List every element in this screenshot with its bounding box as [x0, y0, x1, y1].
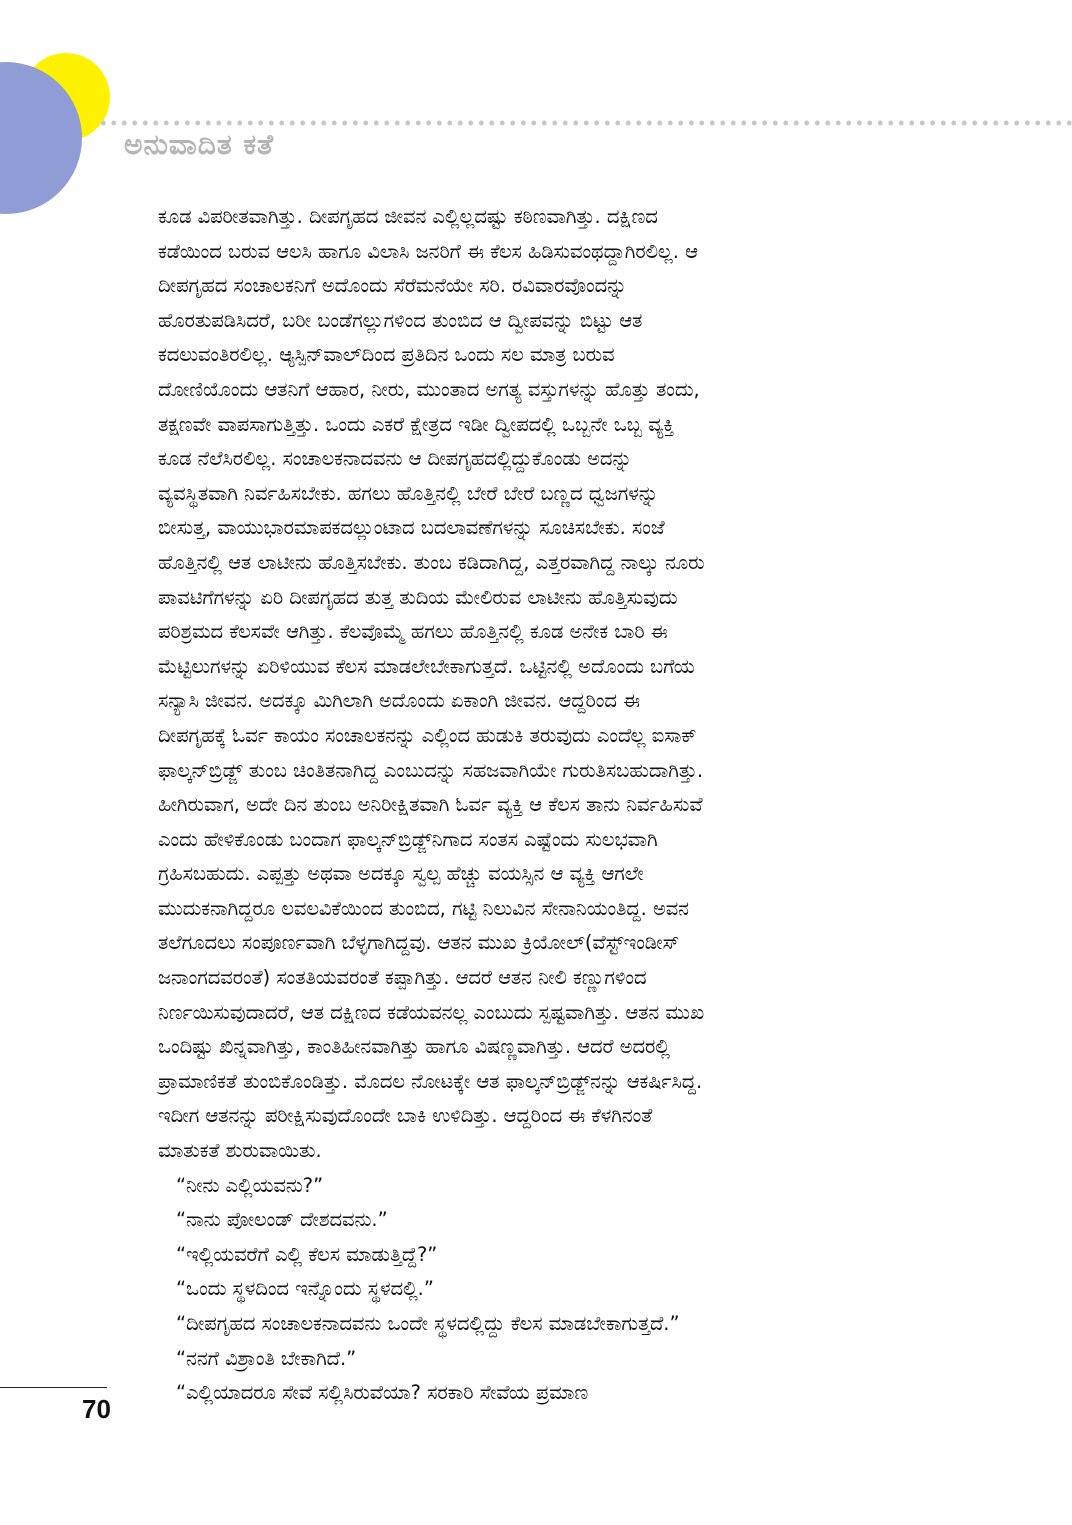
- text-line: ಕೂಡ ವಿಪರೀತವಾಗಿತ್ತು. ದೀಪಗೃಹದ ಜೀವನ ಎಲ್ಲಿಲ್ಲದಷ್ಟು ಕಠಿಣವಾಗಿತ್ತು. ದಕ್ಷಿಣದ: [158, 205, 658, 228]
- text-line: ಕದಲುವಂತಿರಲಿಲ್ಲ. ಆ್ಯಸ್ಪಿನ್‌ವಾಲ್‌ದಿಂದ ಪ್ರತಿದಿನ ಒಂದು ಸಲ ಮಾತ್ರ ಬರುವ: [158, 343, 615, 367]
- dialogue-line: “ನನಗೆ ವಿಶ್ರಾಂತಿ ಬೇಕಾಗಿದೆ.”: [176, 1346, 357, 1370]
- section-title: ಅನುವಾದಿತ ಕತೆ: [124, 128, 275, 161]
- text-line: ಕೂಡ ನೆಲೆಸಿರಲಿಲ್ಲ. ಸಂಚಾಲಕನಾದವನು ಆ ದೀಪಗೃಹದಲ್ಲಿದ್ದುಕೊಂಡು ಅದನ್ನು: [158, 447, 632, 471]
- text-line: ತಲೆಗೂದಲು ಸಂಪೂರ್ಣವಾಗಿ ಬೆಳ್ಳಗಾಗಿದ್ದವು. ಆತನ ಮುಖ ಕ್ರಿಯೋಲ್(ವೆಸ್ಟ್‌ಇಂಡೀಸ್: [158, 931, 680, 955]
- text-line: ಮುದುಕನಾಗಿದ್ದರೂ ಲವಲವಿಕೆಯಿಂದ ತುಂಬಿದ, ಗಟ್ಟಿ ನಿಲುವಿನ ಸೇನಾನಿಯಂತಿದ್ದ. ಅವನ: [158, 896, 689, 920]
- dotted-header-rule: [98, 118, 1072, 128]
- dialogue-list: [158, 1169, 918, 1411]
- text-line: ಪರಿಶ್ರಮದ ಕೆಲಸವೇ ಆಗಿತ್ತು. ಕೆಲವೊಮ್ಮೆ ಹಗಲು ಹೊತ್ತಿನಲ್ಲಿ ಕೂಡ ಅನೇಕ ಬಾರಿ ಈ: [158, 620, 668, 644]
- text-line: ಎಂದು ಹೇಳಿಕೊಂಡು ಬಂದಾಗ ಫಾಲ್ಕನ್‌ಬ್ರಿಡ್ಜ್‌ನಿಗಾದ ಸಂತಸ ಎಷ್ಟೆಂದು ಸುಲಭವಾಗಿ: [158, 827, 658, 851]
- text-line: ಫಾಲ್ಕನ್‌ಬ್ರಿಡ್ಜ್ ತುಂಬ ಚಿಂತಿತನಾಗಿದ್ದ ಎಂಬುದನ್ನು ಸಹಜವಾಗಿಯೇ ಗುರುತಿಸಬಹುದಾಗಿತ್ತು.: [158, 758, 704, 782]
- text-line: ಮೆಟ್ಟಿಲುಗಳನ್ನು ಏರಿಳಿಯುವ ಕೆಲಸ ಮಾಡಲೇಬೇಕಾಗುತ್ತದೆ. ಒಟ್ಟಿನಲ್ಲಿ ಅದೊಂದು ಬಗೆಯ: [158, 654, 695, 678]
- dialogue-line: “ಒಂದು ಸ್ಥಳದಿಂದ ಇನ್ನೊಂದು ಸ್ಥಳದಲ್ಲಿ.”: [176, 1277, 434, 1301]
- dialogue-line: “ನೀನು ಎಲ್ಲಿಯವನು?”: [176, 1173, 324, 1197]
- story-body: [158, 200, 918, 1411]
- text-line: ಪಾವಟಿಗೆಗಳನ್ನು ಏರಿ ದೀಪಗೃಹದ ತುತ್ತ ತುದಿಯ ಮೇಲಿರುವ ಲಾಟೀನು ಹೊತ್ತಿಸುವುದು: [158, 585, 678, 609]
- dialogue-line: “ನಾನು ಪೋಲಂಡ್ ದೇಶದವನು.”: [176, 1208, 388, 1232]
- text-line: ಪ್ರಾಮಾಣಿಕತೆ ತುಂಬಿಕೊಂಡಿತ್ತು. ಮೊದಲ ನೋಟಕ್ಕೇ ಆತ ಫಾಲ್ಕನ್‌ಬ್ರಿಡ್ಜ್‌ನನ್ನು ಆಕರ್ಷಿಸಿದ್ದ.: [158, 1069, 703, 1093]
- text-line: ಹೊತ್ತಿನಲ್ಲಿ ಆತ ಲಾಟೀನು ಹೊತ್ತಿಸಬೇಕು. ತುಂಬ ಕಡಿದಾಗಿದ್ದ, ಎತ್ತರವಾಗಿದ್ದ ನಾಲ್ಕು ನೂರು: [158, 550, 705, 574]
- text-line: ದೀಪಗೃಹದ ಸಂಚಾಲಕನಿಗೆ ಅದೊಂದು ಸೆರೆಮನೆಯೇ ಸರಿ. ರವಿವಾರವೊಂದನ್ನು: [158, 274, 627, 298]
- footer-rule: [0, 1387, 107, 1388]
- text-line: ವ್ಯವಸ್ಥಿತವಾಗಿ ನಿರ್ವಹಿಸಬೇಕು. ಹಗಲು ಹೊತ್ತಿನಲ್ಲಿ ಬೇರೆ ಬೇರೆ ಬಣ್ಣದ ಧ್ವಜಗಳನ್ನು: [158, 481, 659, 505]
- text-line: ಇದೀಗ ಆತನನ್ನು ಪರೀಕ್ಷಿಸುವುದೊಂದೇ ಬಾಕಿ ಉಳಿದಿತ್ತು. ಆದ್ದರಿಂದ ಈ ಕೆಳಗಿನಂತೆ: [158, 1104, 653, 1128]
- text-line: ಕಡೆಯಿಂದ ಬರುವ ಆಲಸಿ ಹಾಗೂ ವಿಲಾಸಿ ಜನರಿಗೆ ಈ ಕೆಲಸ ಹಿಡಿಸುವಂಥದ್ದಾಗಿರಲಿಲ್ಲ. ಆ: [158, 239, 698, 263]
- text-line: ಹೊರತುಪಡಿಸಿದರೆ, ಬರೀ ಬಂಡೆಗಲ್ಲುಗಳಿಂದ ತುಂಬಿದ ಆ ದ್ವೀಪವನ್ನು ಬಿಟ್ಟು ಆತ: [158, 308, 643, 332]
- text-line: ದೀಪಗೃಹಕ್ಕೆ ಓರ್ವ ಕಾಯಂ ಸಂಚಾಲಕನನ್ನು ಎಲ್ಲಿಂದ ಹುಡುಕಿ ತರುವುದು ಎಂದೆಲ್ಲ ಐಸಾಕ್: [158, 723, 697, 747]
- page-number: 70: [82, 1394, 111, 1424]
- text-line: ಹೀಗಿರುವಾಗ, ಅದೇ ದಿನ ತುಂಬ ಅನಿರೀಕ್ಷಿತವಾಗಿ ಓರ್ವ ವ್ಯಕ್ತಿ ಆ ಕೆಲಸ ತಾನು ನಿರ್ವಹಿಸುವೆ: [158, 793, 703, 817]
- text-line: ಬೀಸುತ್ತ, ವಾಯುಭಾರಮಾಪಕದಲ್ಲುಂಟಾದ ಬದಲಾವಣೆಗಳನ್ನು ಸೂಚಿಸಬೇಕು. ಸಂಜೆ: [158, 516, 665, 540]
- dialogue-line: “ಎಲ್ಲಿಯಾದರೂ ಸೇವೆ ಸಲ್ಲಿಸಿರುವೆಯಾ? ಸರಕಾರಿ ಸೇವೆಯ ಪ್ರಮಾಣ: [176, 1381, 589, 1405]
- text-line: ಮಾತುಕತೆ ಶುರುವಾಯಿತು.: [158, 1139, 322, 1163]
- story-paragraph: [158, 200, 918, 1169]
- text-line: ಜನಾಂಗದವರಂತೆ) ಸಂತತಿಯವರಂತೆ ಕಪ್ಪಾಗಿತ್ತು. ಆದರೆ ಆತನ ನೀಲಿ ಕಣ್ಣುಗಳಿಂದ: [158, 966, 647, 990]
- text-line: ತಕ್ಷಣವೇ ವಾಪಸಾಗುತ್ತಿತ್ತು. ಒಂದು ಎಕರೆ ಕ್ಷೇತ್ರದ ಇಡೀ ದ್ವೀಪದಲ್ಲಿ ಒಬ್ಬನೇ ಒಬ್ಬ ವ್ಯಕ್ತಿ: [158, 412, 675, 436]
- text-line: ಒಂದಿಷ್ಟು ಖಿನ್ನವಾಗಿತ್ತು, ಕಾಂತಿಹೀನವಾಗಿತ್ತು ಹಾಗೂ ವಿಷಣ್ಣವಾಗಿತ್ತು. ಆದರೆ ಅದರಲ್ಲಿ: [158, 1035, 670, 1059]
- text-line: ದೋಣಿಯೊಂದು ಆತನಿಗೆ ಆಹಾರ, ನೀರು, ಮುಂತಾದ ಅಗತ್ಯ ವಸ್ತುಗಳನ್ನು ಹೊತ್ತು ತಂದು,: [158, 377, 700, 401]
- text-line: ನಿರ್ಣಯಿಸುವುದಾದರೆ, ಆತ ದಕ್ಷಿಣದ ಕಡೆಯವನಲ್ಲ ಎಂಬುದು ಸ್ಪಷ್ಟವಾಗಿತ್ತು. ಆತನ ಮುಖ: [158, 1000, 705, 1024]
- text-line: ಗ್ರಹಿಸಬಹುದು. ಎಪ್ಪತ್ತು ಅಥವಾ ಅದಕ್ಕೂ ಸ್ವಲ್ಪ ಹೆಚ್ಚು ವಯಸ್ಸಿನ ಆ ವ್ಯಕ್ತಿ ಆಗಲೇ: [158, 862, 644, 886]
- dialogue-line: “ಇಲ್ಲಿಯವರೆಗೆ ಎಲ್ಲಿ ಕೆಲಸ ಮಾಡುತ್ತಿದ್ದೆ?”: [176, 1242, 438, 1266]
- dialogue-line: “ದೀಪಗೃಹದ ಸಂಚಾಲಕನಾದವನು ಒಂದೇ ಸ್ಥಳದಲ್ಲಿದ್ದು ಕೆಲಸ ಮಾಡಬೇಕಾಗುತ್ತದೆ.”: [176, 1312, 680, 1335]
- text-line: ಸನ್ಯಾಸಿ ಜೀವನ. ಅದಕ್ಕೂ ಮಿಗಿಲಾಗಿ ಅದೊಂದು ಏಕಾಂಗಿ ಜೀವನ. ಆದ್ದರಿಂದ ಈ: [158, 689, 640, 713]
